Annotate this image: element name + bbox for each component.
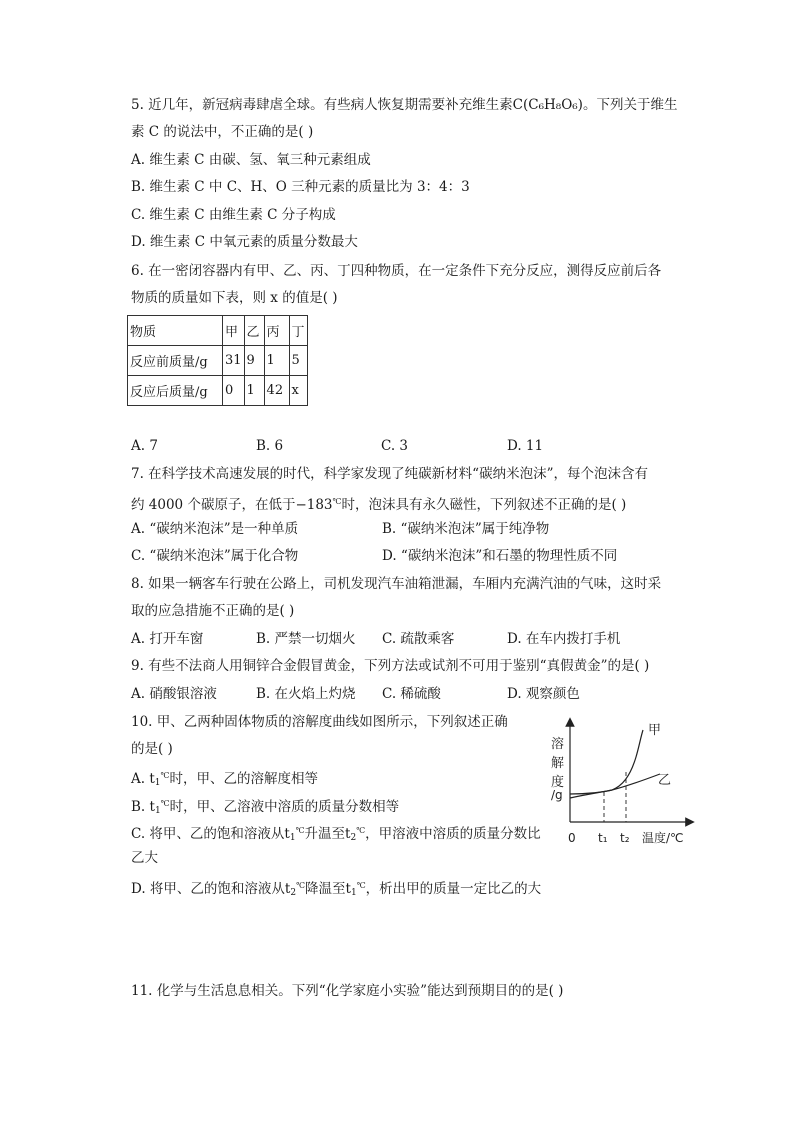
table-cell: 5 xyxy=(289,346,307,376)
q8-option-d: D. 在车内拨打手机 xyxy=(507,631,621,647)
celsius-unit: ℃ xyxy=(296,881,306,890)
table-cell: 1 xyxy=(244,376,264,406)
q10-text: ，析出甲的质量一定比乙的大 xyxy=(365,881,542,897)
q9-option-b: B. 在火焰上灼烧 xyxy=(256,686,356,702)
q10-text: 降温至t xyxy=(305,881,351,897)
subscript: 2 xyxy=(350,833,357,843)
table-cell: 42 xyxy=(264,376,289,406)
celsius-unit: ℃ xyxy=(332,497,342,506)
q10-option-d xyxy=(131,876,541,903)
q6-option-d: D. 11 xyxy=(507,438,544,454)
q6-option-a: A. 7 xyxy=(131,438,158,454)
subscript: 1 xyxy=(154,778,161,788)
subscript: 2 xyxy=(290,888,297,898)
table-cell: x xyxy=(289,376,307,406)
q6-mass-table xyxy=(127,315,308,406)
celsius-unit: ℃ xyxy=(295,826,305,835)
q10-option-c xyxy=(131,821,541,848)
ylabel-char: 解 xyxy=(551,756,565,771)
q5-option-d: D. 维生素 C 中氧元素的质量分数最大 xyxy=(131,234,358,250)
table-cell: 乙 xyxy=(244,316,264,346)
celsius-unit: ℃ xyxy=(356,826,366,835)
q7-text: 时，泡沫具有永久磁性，下列叙述不正确的是( ) xyxy=(341,497,627,513)
q10-text: ，甲溶液中溶质的质量分数比 xyxy=(365,826,541,842)
q10-text: B. t xyxy=(131,799,155,815)
q5-option-b: B. 维生素 C 中 C、H、O 三种元素的质量比为 3：4：3 xyxy=(131,179,470,195)
q10-text: 时，甲、乙溶液中溶质的质量分数相等 xyxy=(169,799,400,815)
table-row xyxy=(128,316,308,346)
q8-stem-line2: 取的应急措施不正确的是( ) xyxy=(131,603,295,619)
t1-label: t₁ xyxy=(598,831,608,845)
q7-stem-line1: 7. 在科学技术高速发展的时代，科学家发现了纯碳新材料“碳纳米泡沫”，每个泡沫含有 xyxy=(131,466,648,482)
origin-label: 0 xyxy=(568,831,576,845)
q6-stem-line1: 6. 在一密闭容器内有甲、乙、丙、丁四种物质，在一定条件下充分反应，测得反应前后各 xyxy=(131,263,662,279)
q10-text: C. 将甲、乙的饱和溶液从t xyxy=(131,826,290,842)
table-cell: 31 xyxy=(223,346,245,376)
table-cell: 丁 xyxy=(289,316,307,346)
q6-stem-line2: 物质的质量如下表，则 x 的值是( ) xyxy=(131,290,338,306)
q9-stem-line1: 9. 有些不法商人用铜锌合金假冒黄金，下列方法或试剂不可用于鉴别“真假黄金”的是( ) xyxy=(131,658,650,674)
table-cell: 反应后质量/g xyxy=(128,376,223,406)
q5-option-a: A. 维生素 C 由碳、氢、氧三种元素组成 xyxy=(131,152,371,168)
q10-option-a xyxy=(131,766,318,793)
table-cell: 0 xyxy=(223,376,245,406)
q10-text: D. 将甲、乙的饱和溶液从t xyxy=(131,881,291,897)
q8-option-b: B. 严禁一切烟火 xyxy=(256,631,356,647)
q5-option-c: C. 维生素 C 由维生素 C 分子构成 xyxy=(131,207,336,223)
q6-option-b: B. 6 xyxy=(256,438,284,454)
q10-text: A. t xyxy=(131,771,155,787)
celsius-unit: ℃ xyxy=(160,771,170,780)
q10-text: 时，甲、乙的溶解度相等 xyxy=(169,771,318,787)
q10-option-b xyxy=(131,794,399,821)
x-axis-label: 温度/℃ xyxy=(642,831,684,845)
series-label-yi: 乙 xyxy=(658,773,672,788)
q8-option-a: A. 打开车窗 xyxy=(131,631,204,647)
q6-option-c: C. 3 xyxy=(381,438,409,454)
q5-stem-line1: 5. 近几年，新冠病毒肆虐全球。有些病人恢复期需要补充维生素C(C₆H₈O₆)。下列关于维生 xyxy=(131,97,678,113)
ylabel-char: 度 xyxy=(551,775,565,790)
q9-option-a: A. 硝酸银溶液 xyxy=(131,686,217,702)
subscript: 1 xyxy=(154,806,161,816)
q7-text: 约 4000 个碳原子，在低于−183 xyxy=(131,497,333,513)
table-cell: 甲 xyxy=(223,316,245,346)
table-row xyxy=(128,376,308,406)
q9-option-d: D. 观察颜色 xyxy=(507,686,580,702)
q7-option-b: B. “碳纳米泡沫”属于纯净物 xyxy=(382,521,550,537)
table-cell: 丙 xyxy=(264,316,289,346)
series-label-jia: 甲 xyxy=(648,723,662,738)
celsius-unit: ℃ xyxy=(356,881,366,890)
q7-stem-line2 xyxy=(131,492,626,515)
table-cell: 9 xyxy=(244,346,264,376)
q8-stem-line1: 8. 如果一辆客车行驶在公路上，司机发现汽车油箱泄漏，车厢内充满汽油的气味，这时采 xyxy=(131,576,662,592)
table-cell: 1 xyxy=(264,346,289,376)
t2-label: t₂ xyxy=(620,831,630,845)
ylabel-unit: /g xyxy=(551,788,563,802)
q9-option-c: C. 稀硫酸 xyxy=(382,686,441,702)
subscript: 1 xyxy=(289,833,296,843)
celsius-unit: ℃ xyxy=(160,799,170,808)
solubility-curve-graph xyxy=(548,712,698,848)
q7-option-d: D. “碳纳米泡沫”和石墨的物理性质不同 xyxy=(382,548,618,564)
curve-yi xyxy=(570,774,660,798)
subscript: 1 xyxy=(350,888,357,898)
ylabel-char: 溶 xyxy=(551,737,565,752)
q10-option-c-line2: 乙大 xyxy=(131,850,158,866)
q8-option-c: C. 疏散乘客 xyxy=(382,631,455,647)
table-row xyxy=(128,346,308,376)
q10-stem-line1: 10. 甲、乙两种固体物质的溶解度曲线如图所示，下列叙述正确 xyxy=(131,714,508,730)
q10-text: 升温至t xyxy=(304,826,351,842)
q10-stem-line2: 的是( ) xyxy=(131,741,173,757)
q7-option-a: A. “碳纳米泡沫”是一种单质 xyxy=(131,521,299,537)
q11-stem-line1: 11. 化学与生活息息相关。下列“化学家庭小实验”能达到预期目的的是( ) xyxy=(131,983,564,999)
q7-option-c: C. “碳纳米泡沫”属于化合物 xyxy=(131,548,299,564)
table-cell: 物质 xyxy=(128,316,223,346)
q5-stem-line2: 素 C 的说法中，不正确的是( ) xyxy=(131,124,314,140)
table-cell: 反应前质量/g xyxy=(128,346,223,376)
